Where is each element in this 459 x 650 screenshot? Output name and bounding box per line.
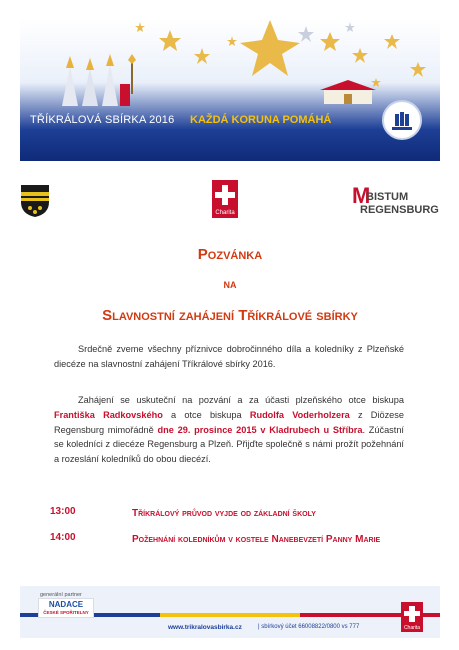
- bistum-logo-mark: M: [352, 183, 371, 208]
- intro-paragraph: Srdečně zveme všechny příznivce dobročinného díla a koledníky z Plzeňské diecéze na slavnostní zahájení Tříkrálové sbírky 2016.: [54, 344, 404, 369]
- partner-logos: [20, 180, 440, 230]
- banner: [20, 18, 440, 161]
- details-paragraph: [54, 393, 404, 467]
- schedule-event-2: Požehnání koledníkům v kostele Nanebevzetí Panny Marie: [132, 534, 381, 545]
- schedule-event-1: Tříkrálový průvod vyjde od základní školy: [132, 508, 316, 519]
- bishop-name-2: Rudolfa Voderholzera: [249, 409, 350, 420]
- bistum-logo-line2: REGENSBURG: [360, 204, 439, 216]
- event-date-place: dne 29. prosince 2015 v Kladrubech u Stříbra: [157, 424, 363, 435]
- banner-title: TŘÍKRÁLOVÁ SBÍRKA 2016: [30, 114, 175, 126]
- charita-logo-icon: [212, 180, 238, 218]
- website-link[interactable]: www.trikralovasbirka.cz: [168, 624, 242, 631]
- details-text-d: . Zúčastní se koledníci z diecéze Regensburg a Plzeň. Přijďte společně s námi prožít požehnání a rozeslání koledníků do obou diecézí.: [54, 424, 404, 465]
- heading-main: Slavnostní zahájení Tříkrálové sbírky: [102, 307, 358, 324]
- charita-logo-text: Charita: [215, 210, 235, 216]
- house-illustration: [320, 80, 376, 104]
- coat-of-arms-icon: [20, 184, 50, 218]
- nadace-name: NADACE: [48, 600, 84, 609]
- nadace-subtitle: ČESKÉ SPOŘITELNY: [43, 610, 89, 615]
- heading-pozvanka: Pozvánka: [197, 246, 263, 263]
- charita-footer-logo-icon: [401, 602, 423, 632]
- partner-label: generální partner: [40, 592, 82, 598]
- bishop-name-1: Františka Radkovského: [54, 409, 163, 420]
- charita-footer-text: Charita: [403, 625, 421, 631]
- details-text-b: a otce biskupa: [162, 409, 250, 420]
- three-kings-illustration: [56, 54, 146, 106]
- schedule-time-1: 13:00: [50, 506, 76, 517]
- details-text-a: Zahájení se uskuteční na pozvání a za účasti plzeňského otce biskupa: [78, 395, 404, 405]
- schedule-time-2: 14:00: [50, 532, 76, 543]
- account-number: | sbírkový účet 66008822/0800 vs 777: [258, 624, 360, 630]
- bistum-logo-line1: BISTUM: [366, 191, 409, 203]
- nadace-logo: [38, 598, 94, 618]
- invitation-page: [20, 18, 440, 638]
- heading-na: na: [223, 276, 237, 291]
- trikralova-sbirka-logo-icon: [382, 100, 422, 140]
- banner-slogan: KAŽDÁ KORUNA POMÁHÁ: [190, 114, 332, 126]
- details-text-c: z Diözese Regensburg mimořádně: [54, 409, 404, 435]
